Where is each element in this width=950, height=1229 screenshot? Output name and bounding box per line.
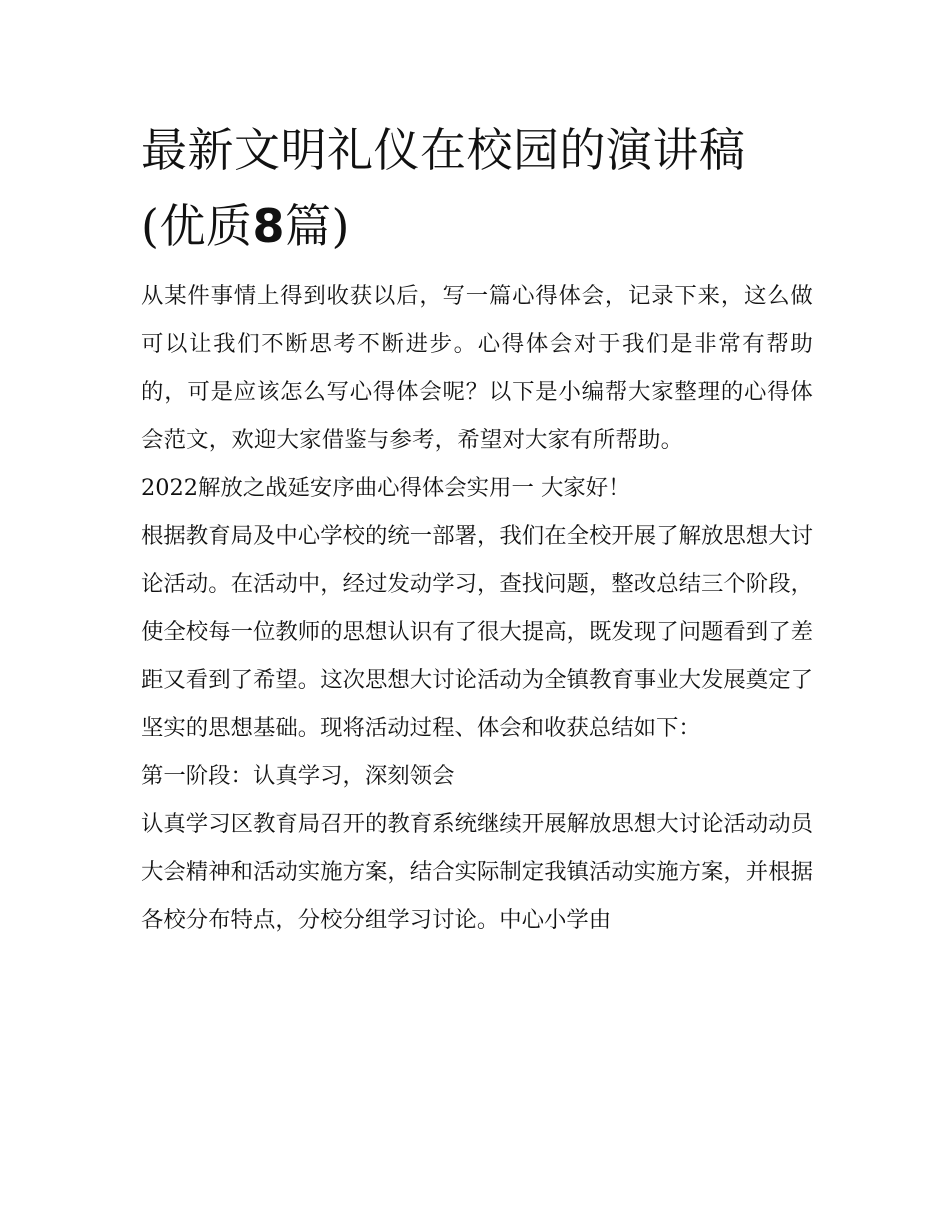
document-body: [141, 112, 813, 944]
body-paragraph-1: 根据教育局及中心学校的统一部署，我们在全校开展了解放思想大讨论活动。在活动中，经过发动学习，查找问题，整改总结三个阶段，使全校每一位教师的思想认识有了很大提高，既发现了问题看到了差距又看到了希望。这次思想大讨论活动为全镇教育事业大发展奠定了坚实的思想基础。现将活动过程、体会和收获总结如下：: [141, 523, 813, 741]
section-heading: 第一阶段：认真学习，深刻领会: [141, 763, 455, 789]
intro-paragraph: 从某件事情上得到收获以后，写一篇心得体会，记录下来，这么做可以让我们不断思考不断进步。心得体会对于我们是非常有帮助的，可是应该怎么写心得体会呢？以下是小编帮大家整理的心得体会范文，欢迎大家借鉴与参考，希望对大家有所帮助。: [141, 283, 813, 453]
title-line-1: 最新文明礼仪在校园的演讲稿: [141, 123, 746, 177]
document-title: [141, 112, 813, 264]
title-number: 8: [252, 199, 285, 253]
title-line-2-pre: (优质: [141, 199, 253, 253]
body-paragraph-2: 认真学习区教育局召开的教育系统继续开展解放思想大讨论活动动员大会精神和活动实施方案，结合实际制定我镇活动实施方案，并根据各校分布特点，分校分组学习讨论。中心小学由: [141, 811, 813, 933]
subtitle-line: 2022解放之战延安序曲心得体会实用一 大家好！: [141, 475, 631, 501]
title-line-2-post: 篇): [284, 199, 350, 253]
